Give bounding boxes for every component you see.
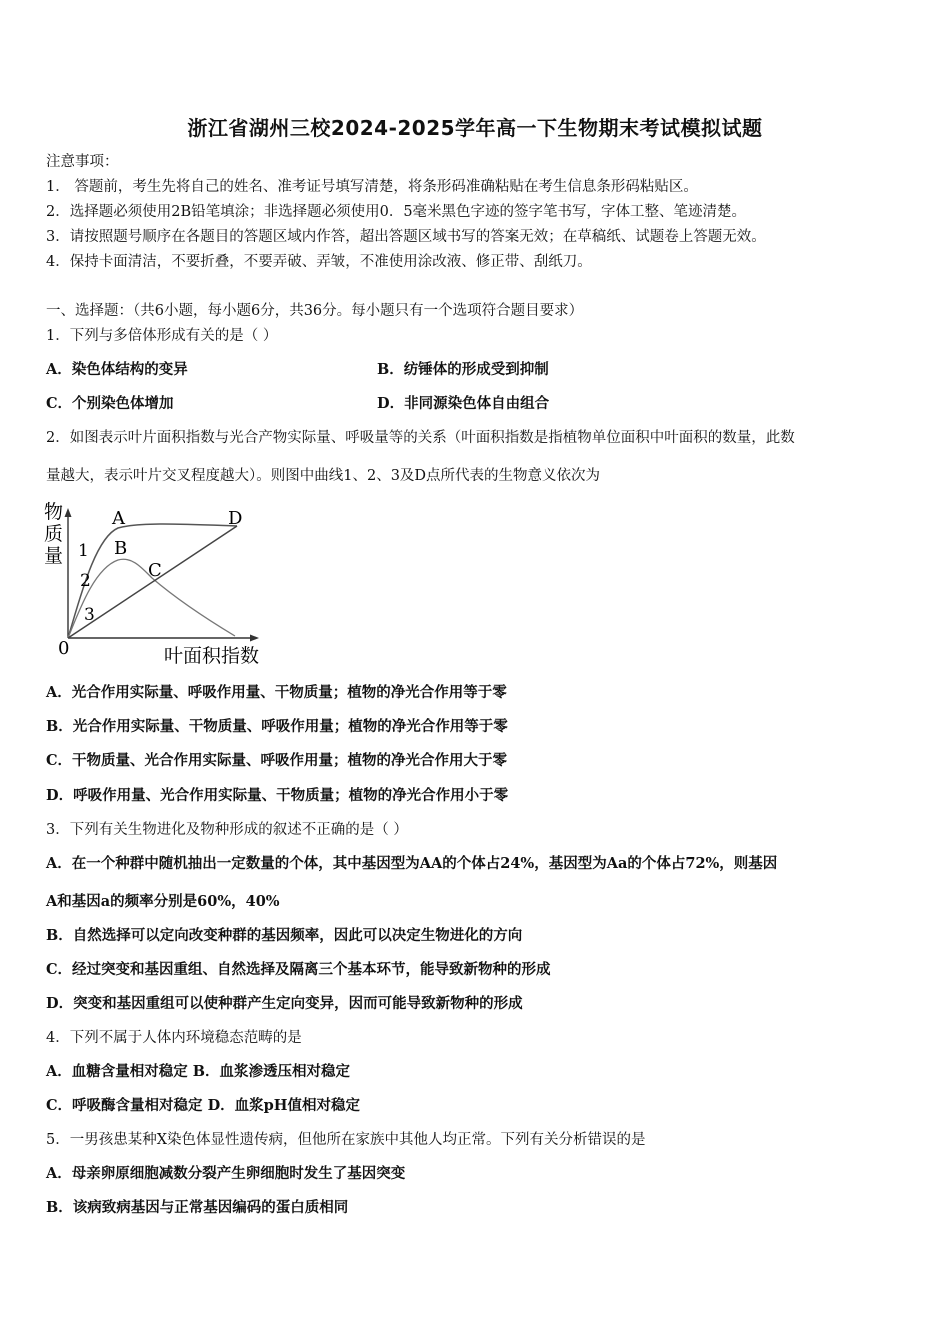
- page-title: 浙江省湖州三校2024-2025学年高一下生物期末考试模拟试题: [187, 116, 763, 140]
- q4-options-ab: A．血糖含量相对稳定 B．血浆渗透压相对稳定: [46, 1063, 351, 1080]
- q3-option-a-line1: A．在一个种群中随机抽出一定数量的个体，其中基因型为AA的个体占24%，基因型为Aa的个体占72%，则基因: [46, 855, 778, 872]
- q1-stem: 1．下列与多倍体形成有关的是（ ）: [46, 328, 278, 344]
- q3-option-a-line2: A和基因a的频率分别是60%，40%: [46, 893, 280, 910]
- q4-stem: 4．下列不属于人体内环境稳态范畴的是: [46, 1030, 302, 1046]
- q2-stem-line1: 2．如图表示叶片面积指数与光合产物实际量、呼吸量等的关系（叶面积指数是指植物单位面积中叶面积的数量，此数: [46, 430, 795, 446]
- q2-option-d: D．呼吸作用量、光合作用实际量、干物质量；植物的净光合作用小于零: [46, 787, 509, 804]
- q3-option-d: D．突变和基因重组可以使种群产生定向变异，因而可能导致新物种的形成: [46, 995, 523, 1012]
- q1-option-b: B．纺锤体的形成受到抑制: [377, 361, 549, 378]
- q1-option-c: C．个别染色体增加: [46, 395, 174, 412]
- section-heading: 一、选择题：（共6小题，每小题6分，共36分。每小题只有一个选项符合题目要求）: [46, 303, 584, 319]
- q2-option-c: C．干物质量、光合作用实际量、呼吸作用量；植物的净光合作用大于零: [46, 752, 508, 769]
- x-axis-arrow: [250, 635, 259, 642]
- notice-item-1: 1． 答题前，考生先将自己的姓名、准考证号填写清楚，将条形码准确粘贴在考生信息条形码粘贴区。: [46, 179, 698, 195]
- point-b-label: B: [114, 538, 128, 559]
- y-axis-label-3: 量: [44, 545, 64, 567]
- y-axis-label-2: 质: [44, 523, 64, 545]
- q5-stem: 5．一男孩患某种X染色体显性遗传病，但他所在家族中其他人均正常。下列有关分析错误的是: [46, 1132, 646, 1148]
- notice-item-4: 4．保持卡面清洁，不要折叠，不要弄破、弄皱，不准使用涂改液、修正带、刮纸刀。: [46, 254, 592, 270]
- notice-heading: 注意事项：: [46, 154, 119, 170]
- q3-stem: 3．下列有关生物进化及物种形成的叙述不正确的是（ ）: [46, 822, 408, 838]
- curve-2-label: 2: [80, 571, 91, 591]
- curve-3-label: 3: [84, 605, 95, 625]
- notice-item-2: 2．选择题必须使用2B铅笔填涂；非选择题必须使用0．5毫米黑色字迹的签字笔书写，字体工整、笔迹清楚。: [46, 204, 747, 220]
- point-d-label: D: [228, 508, 243, 529]
- curve-1-label: 1: [78, 541, 89, 561]
- q4-options-cd: C．呼吸酶含量相对稳定 D．血浆pH值相对稳定: [46, 1097, 360, 1114]
- q5-option-b: B．该病致病基因与正常基因编码的蛋白质相同: [46, 1199, 349, 1216]
- q2-option-a: A．光合作用实际量、呼吸作用量、干物质量；植物的净光合作用等于零: [46, 684, 507, 701]
- q1-option-d: D．非同源染色体自由组合: [377, 395, 550, 412]
- origin-label: 0: [58, 638, 70, 659]
- q2-option-b: B．光合作用实际量、干物质量、呼吸作用量；植物的净光合作用等于零: [46, 718, 508, 735]
- q1-option-a: A．染色体结构的变异: [46, 361, 188, 378]
- notice-item-3: 3．请按照题号顺序在各题目的答题区域内作答，超出答题区域书写的答案无效；在草稿纸、试题卷上答题无效。: [46, 229, 766, 245]
- q3-option-c: C．经过突变和基因重组、自然选择及隔离三个基本环节，能导致新物种的形成: [46, 961, 551, 978]
- x-axis-label: 叶面积指数: [164, 645, 260, 667]
- y-axis-arrow: [65, 508, 72, 517]
- point-c-label: C: [148, 560, 162, 581]
- q5-option-a: A．母亲卵原细胞减数分裂产生卵细胞时发生了基因突变: [46, 1165, 406, 1182]
- y-axis-label-1: 物: [44, 501, 64, 523]
- point-a-label: A: [112, 508, 125, 529]
- leaf-area-index-graph: [40, 498, 270, 670]
- q2-stem-line2: 量越大，表示叶片交叉程度越大）。则图中曲线1、2、3及D点所代表的生物意义依次为: [46, 468, 601, 484]
- q3-option-b: B．自然选择可以定向改变种群的基因频率，因此可以决定生物进化的方向: [46, 927, 523, 944]
